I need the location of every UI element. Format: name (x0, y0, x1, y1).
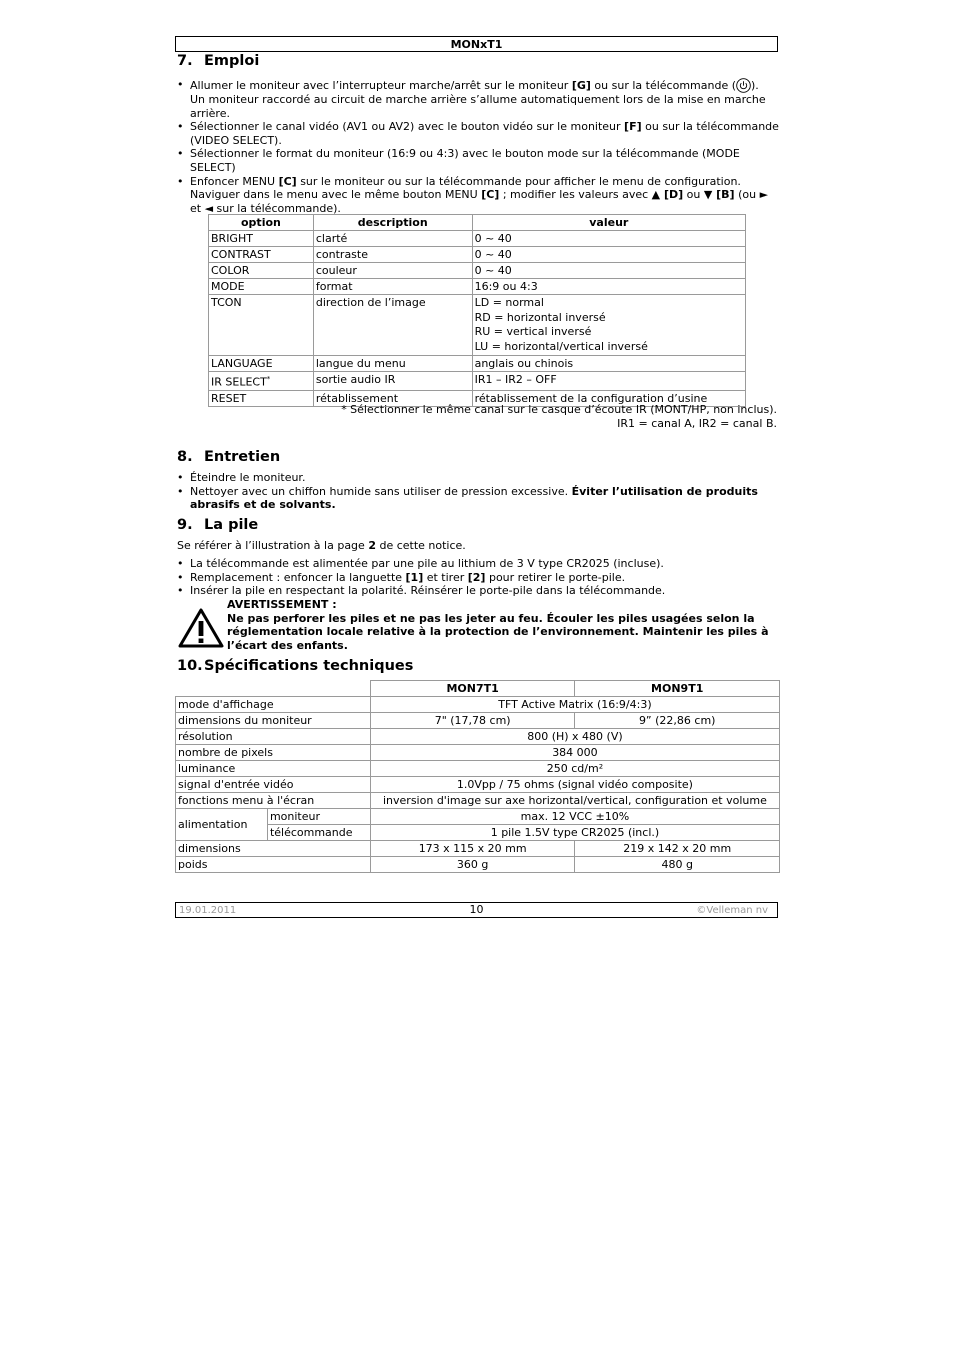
section-title: Emploi (204, 53, 260, 69)
footer-date: 19.01.2011 (179, 905, 237, 916)
table-header-row: MON7T1 MON9T1 (176, 681, 780, 697)
menu-options-table (208, 214, 746, 407)
list-item: • Sélectionner le format du moniteur (16:9 ou 4:3) avec le bouton mode sur la télécommande (MODE SELECT) (177, 147, 779, 174)
list-item: • Sélectionner le canal vidéo (AV1 ou AV2) avec le bouton vidéo sur le moniteur [F] ou sur la télécommande (VIDEO SELECT). (177, 120, 779, 147)
page-footer (175, 902, 778, 918)
section-8-bullets (177, 471, 779, 512)
list-item: • Insérer la pile en respectant la polarité. Réinsérer le porte-pile dans la télécommande. (177, 584, 779, 598)
table-row: COLOR couleur 0 ~ 40 (209, 263, 746, 279)
table-row: mode d'affichage TFT Active Matrix (16:9/4:3) (176, 697, 780, 713)
list-item: • Enfoncer MENU [C] sur le moniteur ou sur la télécommande pour afficher le menu de configuration. Naviguer dans le menu avec le même bouton MENU [C] ; modifier les valeurs avec ▲ [D] ou ▼ [B] (ou ► et ◄ sur la télécommande). (177, 175, 779, 216)
specifications-table (175, 680, 780, 873)
table-row: alimentation moniteur max. 12 VCC ±10% (176, 809, 780, 825)
section-10-heading (177, 658, 413, 675)
section-number: 10. (177, 658, 203, 674)
list-item: • Remplacement : enfoncer la languette [1] et tirer [2] pour retirer le porte-pile. (177, 571, 779, 585)
header-title: MONxT1 (450, 38, 503, 51)
table-row: LANGUAGE langue du menu anglais ou chinois (209, 356, 746, 372)
warning-triangle-icon (178, 608, 224, 652)
section-7-heading (177, 53, 259, 70)
table-header-row: option description valeur (209, 215, 746, 231)
table-row: dimensions du moniteur 7" (17,78 cm) 9” (22,86 cm) (176, 713, 780, 729)
section-number: 9. (177, 517, 193, 533)
table-row: signal d'entrée vidéo 1.0Vpp / 75 ohms (signal vidéo composite) (176, 777, 780, 793)
table-row: nombre de pixels 384 000 (176, 745, 780, 761)
table-row: fonctions menu à l'écran inversion d'image sur axe horizontal/vertical, configuration et volume (176, 793, 780, 809)
page-header (175, 36, 778, 52)
page-number: 10 (469, 903, 484, 916)
list-item: • La télécommande est alimentée par une pile au lithium de 3 V type CR2025 (incluse). (177, 557, 779, 571)
section-title: Spécifications techniques (204, 658, 414, 674)
table-row: CONTRAST contraste 0 ~ 40 (209, 247, 746, 263)
section-8-heading (177, 449, 280, 466)
section-7-bullets (177, 78, 779, 215)
table-row: MODE format 16:9 ou 4:3 (209, 279, 746, 295)
section-9-heading (177, 517, 258, 534)
section-9-intro: Se référer à l’illustration à la page 2 de cette notice. (177, 539, 466, 552)
footer-copyright: ©Velleman nv (696, 905, 768, 916)
battery-warning: AVERTISSEMENT : Ne pas perforer les piles et ne pas les jeter au feu. Écouler les piles usagées selon la réglementation locale relative à la protection de l’environnement. Maintenir les piles à l’écart des enfants. (227, 598, 769, 652)
power-icon (736, 78, 751, 93)
section-title: La pile (204, 517, 259, 533)
list-item: • Allumer le moniteur avec l’interrupteur marche/arrêt sur le moniteur [G] ou sur la télécommande ( ). Un moniteur raccordé au circuit de marche arrière s’allume automatiquement lors de la mise en marche arrière. (177, 78, 779, 120)
section-number: 8. (177, 449, 193, 465)
table-row: dimensions 173 x 115 x 20 mm 219 x 142 x 20 mm (176, 841, 780, 857)
section-title: Entretien (204, 449, 281, 465)
table-row: RESET rétablissement rétablissement de la configuration d’usine (209, 390, 746, 406)
list-item: • Éteindre le moniteur. (177, 471, 779, 485)
table-row: BRIGHT clarté 0 ~ 40 (209, 231, 746, 247)
table-row: résolution 800 (H) x 480 (V) (176, 729, 780, 745)
section-9-bullets (177, 557, 779, 598)
menu-footnote: * Sélectionner le même canal sur le casque d’écoute IR (MONT/HP, non inclus). IR1 = canal A, IR2 = canal B. (341, 403, 777, 430)
table-row: IR SELECT* sortie audio IR IR1 – IR2 – OFF (209, 372, 746, 391)
section-number: 7. (177, 53, 193, 69)
table-row: TCON direction de l’image LD = normal RD = horizontal inversé RU = vertical inversé LU = horizontal/vertical inversé (209, 295, 746, 356)
table-row: luminance 250 cd/m² (176, 761, 780, 777)
table-row: télécommande 1 pile 1.5V type CR2025 (incl.) (176, 825, 780, 841)
list-item: • Nettoyer avec un chiffon humide sans utiliser de pression excessive. Éviter l’utilisation de produits abrasifs et de solvants. (177, 485, 779, 512)
table-row: poids 360 g 480 g (176, 857, 780, 873)
